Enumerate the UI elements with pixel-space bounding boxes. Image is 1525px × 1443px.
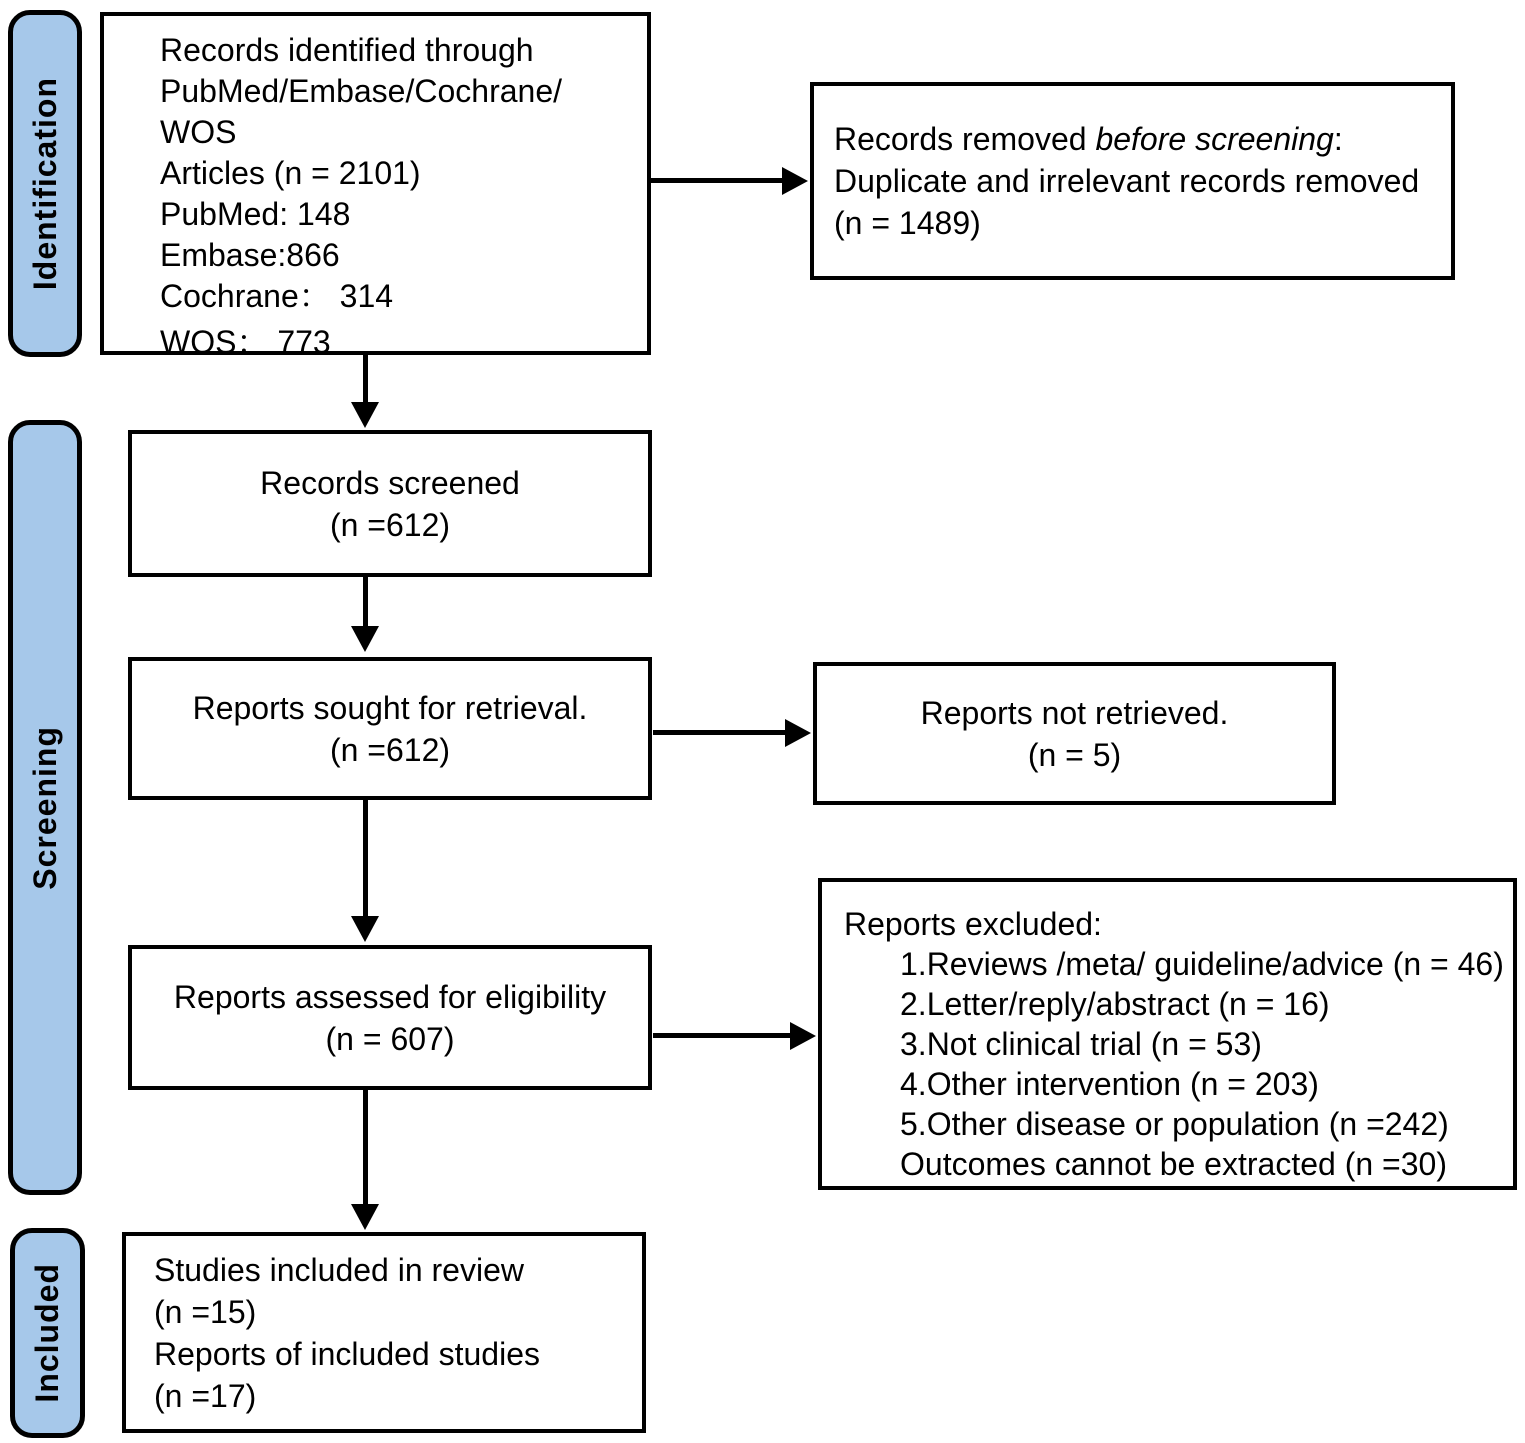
reports-excluded-item: 3.Not clinical trial (n = 53) <box>900 1026 1262 1062</box>
arrow-sought-to-not-retrieved-shaft <box>653 730 786 735</box>
studies-included-line: Reports of included studies <box>154 1335 540 1372</box>
records-identified-line: Records identified through <box>160 32 534 68</box>
records-identified-line: PubMed: 148 <box>160 196 351 232</box>
arrow-identified-to-screened-shaft <box>363 355 368 403</box>
records-removed-line1-italic: before screening <box>1095 121 1334 157</box>
reports-sought-line1: Reports sought for retrieval. <box>192 689 588 726</box>
arrow-sought-to-assessed-head <box>351 916 379 942</box>
arrow-assessed-to-included-head <box>351 1204 379 1230</box>
studies-included-line: (n =17) <box>154 1377 257 1414</box>
reports-excluded-item: 5.Other disease or population (n =242) <box>900 1106 1449 1142</box>
reports-excluded-item: 2.Letter/reply/abstract (n = 16) <box>900 986 1330 1022</box>
reports-excluded-header: Reports excluded: <box>844 906 1102 942</box>
stage-identification-label: Identification <box>26 76 63 291</box>
arrow-assessed-to-included-shaft <box>363 1090 368 1205</box>
records-removed-line1-suffix: : <box>1333 121 1343 157</box>
arrow-screened-to-sought-head <box>351 626 379 652</box>
arrow-identified-to-screened-head <box>351 402 379 428</box>
records-removed-line3: (n = 1489) <box>834 205 981 241</box>
stage-included-label: Included <box>29 1263 65 1403</box>
reports-sought-line2: (n =612) <box>329 731 451 768</box>
reports-not-retrieved-line1: Reports not retrieved. <box>920 694 1229 731</box>
stage-included <box>10 1228 85 1438</box>
records-identified-line: Articles (n = 2101) <box>160 155 421 191</box>
records-screened-line2: (n =612) <box>329 506 451 543</box>
records-identified-line: WOS <box>160 114 237 150</box>
records-removed-line2: Duplicate and irrelevant records removed <box>834 163 1420 199</box>
arrow-screened-to-sought-shaft <box>363 577 368 627</box>
box-reports-not-retrieved <box>813 662 1336 805</box>
records-identified-line: Cochrane： 314 <box>160 278 394 314</box>
records-removed-line1-prefix: Records removed <box>834 121 1096 157</box>
records-screened-line1: Records screened <box>260 464 520 501</box>
studies-included-line: Studies included in review <box>154 1251 524 1288</box>
box-records-identified <box>100 12 651 360</box>
records-removed-line1 <box>834 118 1343 160</box>
box-records-screened <box>128 430 652 577</box>
box-studies-included <box>122 1232 646 1433</box>
arrow-sought-to-not-retrieved-head <box>785 719 811 747</box>
box-reports-excluded <box>818 878 1517 1190</box>
box-reports-sought <box>128 657 652 800</box>
arrow-identified-to-removed-head <box>782 167 808 195</box>
reports-assessed-line1: Reports assessed for eligibility <box>173 978 607 1015</box>
studies-included-line: (n =15) <box>154 1293 257 1330</box>
reports-excluded-item: Outcomes cannot be extracted (n =30) <box>900 1146 1447 1182</box>
arrow-identified-to-removed-shaft <box>651 178 783 183</box>
stage-screening <box>8 420 82 1195</box>
reports-assessed-line2: (n = 607) <box>325 1020 455 1057</box>
box-reports-assessed <box>128 945 652 1090</box>
box-records-removed <box>810 82 1455 280</box>
records-identified-line: PubMed/Embase/Cochrane/ <box>160 73 562 109</box>
arrow-assessed-to-excluded-head <box>790 1022 816 1050</box>
stage-screening-label: Screening <box>26 725 63 890</box>
records-identified-line: Embase:866 <box>160 237 340 273</box>
records-identified-line: WOS： 773 <box>160 324 331 360</box>
reports-excluded-item: 1.Reviews /meta/ guideline/advice (n = 46) <box>900 946 1504 982</box>
reports-not-retrieved-line2: (n = 5) <box>1027 736 1122 773</box>
arrow-assessed-to-excluded-shaft <box>653 1033 791 1038</box>
stage-identification <box>8 10 82 357</box>
reports-excluded-item: 4.Other intervention (n = 203) <box>900 1066 1319 1102</box>
arrow-sought-to-assessed-shaft <box>363 800 368 917</box>
